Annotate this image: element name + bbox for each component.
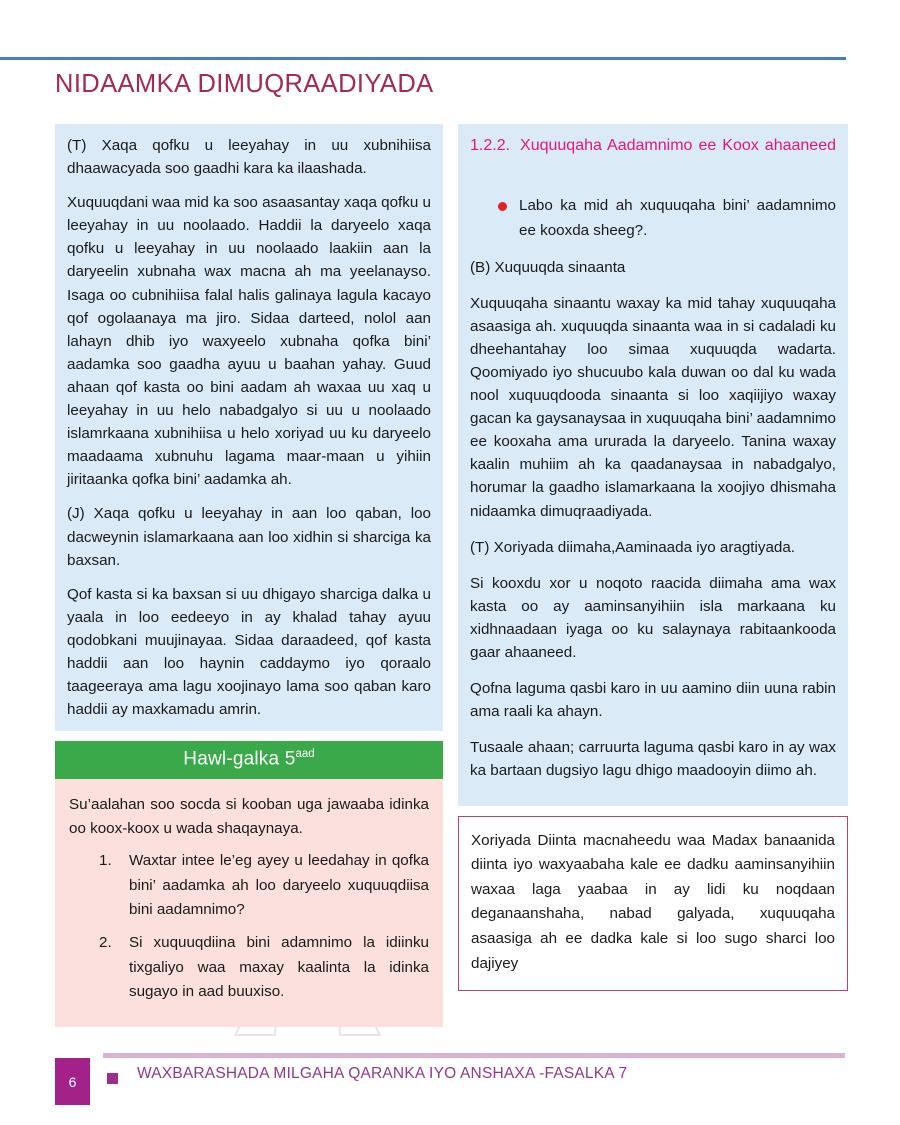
footer-rule [103,1053,845,1058]
paragraph: Si kooxdu xor u noqoto raacida diimaha ama wax kasta oo ay aaminsanyihiin isla markaana ku xidhnaadaan iyaga oo ku salaynaya rabitaankooda gaar ahaaneed. [470,574,836,662]
page-number: 6 [55,1058,90,1105]
right-content-box [458,124,848,806]
paragraph: Qofna laguma qasbi karo in uu aamino diin uuna rabin ama raali ka ahayn. [470,680,836,721]
paragraph: (B) Xuquuqda sinaanta [470,258,626,276]
footer-bullet-icon [107,1073,118,1084]
paragraph: (T) Xoriyada diimaha,Aaminaada iyo aragtiyada. [470,538,796,556]
header-rule [0,57,846,60]
section-heading [470,134,836,180]
paragraph: Xuquuqaha sinaantu waxay ka mid tahay xuquuqaha asaasiga ah. xuquuqda sinaanta waa in si cadaladi ku dheehantahay loo simaa xuquuqda wadarta. Qoomiyado iyo shucuubo kala duwan oo dal ku wada nool xuquuqdooda sinaanta si loo xaqiijiyo waxay gacan ka gaysanaysaa in xuquuqaha bini’ aadamnimo ee kooxaha ama ururada la daryeelo. Tanina waxay kaalin muhiim ah ka qaadanaysaa in nabadgalyo, horumar la gaadho islamarkaana la xoojiyo dhismaha nidaamka dimuqraadiyada. [470,294,836,520]
activity-question-list [69,849,429,1005]
activity-intro: Su’aalahan soo socda si kooban uga jawaaba idinka oo koox-koox u wada shaqaynaya. [69,795,429,837]
footer-title: WAXBARASHADA MILGAHA QARANKA IYO ANSHAXA -FASALKA 7 [137,1065,628,1082]
activity-header-label: Hawl-galka 5 [183,748,296,770]
activity-header [55,741,443,778]
right-column [458,124,848,991]
left-content-box [55,124,443,731]
paragraph: (J) Xaqa qofku u leeyahay in aan loo qaban, loo dacweynin islamarkaana aan loo xidhin si sharciga ka baxsan. [67,505,431,569]
section-number: 1.2.2. [470,137,511,154]
paragraph: (T) Xaqa qofku u leeyahay in uu xubnihiisa dhaawacyada soo gaadhi kara ka ilaashada. [67,137,431,178]
paragraph: Tusaale ahaan; carruurta laguma qasbi karo in ay wax ka bartaan dugsiyo lagu dhigo maadooyin diimo ah. [470,739,836,780]
bullet-dot-icon [498,202,507,211]
paragraph: Xuquuqdani waa mid ka soo asaasantay xaqa qofku u leeyahay in uu noolaado. Haddii la daryeelo xaqa qofku u leeyahay in uu noolaado laakiin aan la daryeelin xubnaha wax macna ah ma yeelanayso. Isaga oo cubnihiisa falal halis galinaya lagula kacayo qof ogolaanaya ma jiro. Sidaa darteed, nolol aan lahayn dhib iyo waxyeelo xubnaha qofka bini’ aadamka soo gaadha ayuu u baahan yahay. Guud ahaan qof kasta oo bini aadam ah waxaa uu xaq u leeyahay in uu helo nabadgalyo si uu u noolaado islamrkaana xubnihiisa u helo xoriyad uu ku daryeelo maadaama xubnuhu lagama maar-maan u yihiin jiritaanka qofka bini’ aadamka ah. [67,194,431,489]
bullet-question-text: Labo ka mid ah xuquuqaha bini’ aadamnimo ee kooxda sheeg?. [519,197,836,239]
list-item: Waxtar intee le’eg ayey u leedahay in qofka bini’ aadamka ah loo daryeelo xuquuqdiisa bini aadamnimo? [129,852,429,919]
definition-text: Xoriyada Diinta macnaheedu waa Madax banaanida diinta iyo waxyaabaha kale ee dadku aaminsanyihiin waxaa laga yaabaa in ay lidi ku noqdaan deganaanshaha, nabad galyada, xuquuqaha asaasiga ah ee dadka kale si loo sugo sharci loo dajiyey [471,831,835,972]
definition-box [458,816,848,992]
page-title: NIDAAMKA DIMUQRAADIYADA [55,70,434,98]
left-column [55,124,443,1027]
activity-header-superscript: aad [295,748,315,761]
section-title: Xuquuqaha Aadamnimo ee Koox ahaaneed [520,137,836,154]
bullet-question [470,194,836,243]
activity-body [55,779,443,1027]
paragraph: Qof kasta si ka baxsan si uu dhigayo sharciga dalka u yaala in loo eedeeyo in ay khalad tahay ayuu qodobkani muujinayaa. Sidaa daraadeed, qof kasta haddii aan loo haynin caddaymo iyo qoraalo taageeraya ama lagu xoojinayo lama soo qaban karo haddii ay maxkamadu amrin. [67,585,431,719]
list-item: Si xuquuqdiina bini adamnimo la idiinku tixgaliyo waa maxay kaalinta la idinka sugayo in aad buuxiso. [129,934,429,1001]
